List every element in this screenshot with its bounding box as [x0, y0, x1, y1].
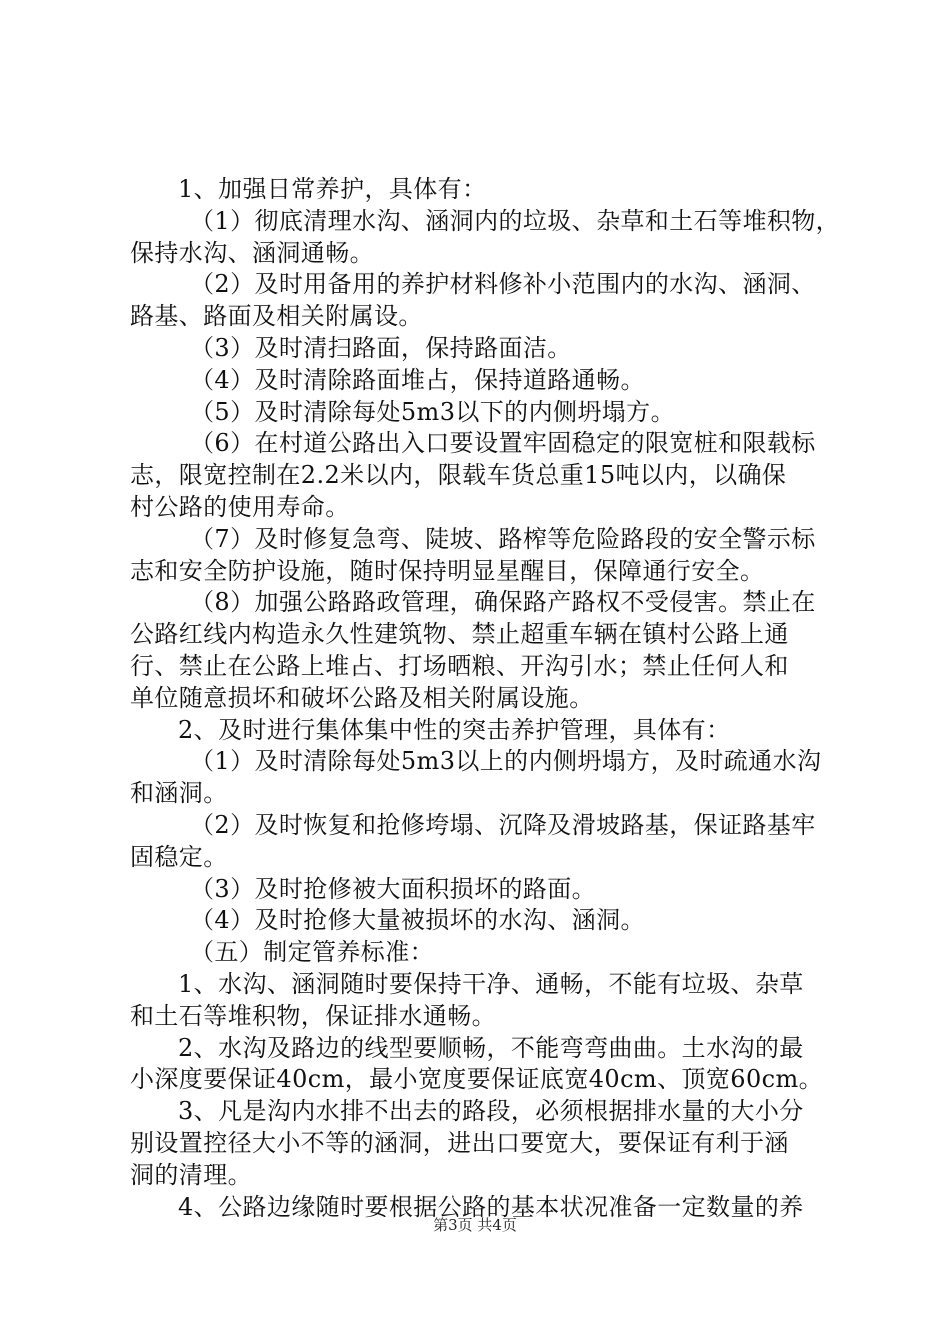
paragraph-line: 1、加强日常养护，具体有：	[178, 175, 487, 203]
paragraph-line: （3）及时清扫路面，保持路面洁。	[190, 333, 572, 362]
paragraph-line: 和土石等堆积物，保证排水通畅。	[130, 1001, 496, 1030]
paragraph-line: 小深度要保证40cm，最小宽度要保证底宽40cm、顶宽60cm。	[130, 1065, 824, 1094]
document-body	[130, 174, 841, 1223]
paragraph-line: （2）及时用备用的养护材料修补小范围内的水沟、涵洞、	[190, 270, 816, 299]
paragraph-line: 3、凡是沟内水排不出去的路段，必须根据排水量的大小分	[178, 1097, 804, 1126]
paragraph-line: 2、水沟及路边的线型要顺畅，不能弯弯曲曲。土水沟的最	[178, 1033, 804, 1062]
paragraph-line: 2、及时进行集体集中性的突击养护管理，具体有：	[178, 715, 731, 744]
paragraph-line: 洞的清理。	[130, 1160, 252, 1189]
paragraph-line: （7）及时修复急弯、陡坡、路榨等危险路段的安全警示标	[190, 524, 816, 553]
paragraph-line: 4、公路边缘随时要根据公路的基本状况准备一定数量的养	[178, 1192, 804, 1221]
paragraph-line: 志，限宽控制在2.2米以内，限载车货总重15吨以内，以确保	[130, 461, 787, 490]
paragraph-line: （4）及时抢修大量被损坏的水沟、涵洞。	[190, 906, 645, 935]
paragraph-line: （4）及时清除路面堆占，保持道路通畅。	[190, 365, 645, 394]
paragraph-line: 村公路的使用寿命。	[130, 492, 350, 521]
paragraph-line: （8）加强公路路政管理，确保路产路权不受侵害。禁止在	[190, 588, 816, 617]
paragraph-line: 固稳定。	[130, 842, 228, 871]
paragraph-line: （1）彻底清理水沟、涵洞内的垃圾、杂草和土石等堆积物，	[190, 206, 841, 235]
paragraph-line: 志和安全防护设施，随时保持明显星醒目，保障通行安全。	[130, 556, 765, 585]
paragraph-line: 1、水沟、涵洞随时要保持干净、通畅，不能有垃圾、杂草	[178, 969, 804, 998]
paragraph-line: （2）及时恢复和抢修垮塌、沉降及滑坡路基，保证路基牢	[190, 810, 816, 839]
page-number-footer: 第3页 共4页	[433, 1216, 517, 1234]
paragraph-line: 单位随意损坏和破坏公路及相关附属设施。	[130, 683, 594, 712]
paragraph-line: 别设置控径大小不等的涵洞，进出口要宽大，要保证有利于涵	[130, 1128, 789, 1157]
paragraph-line: （6）在村道公路出入口要设置牢固稳定的限宽桩和限载标	[190, 429, 816, 458]
section-heading: （五）制定管养标准：	[190, 938, 434, 967]
paragraph-line: 路基、路面及相关附属设。	[130, 302, 423, 331]
paragraph-line: （1）及时清除每处5m3以上的内侧坍塌方，及时疏通水沟	[190, 747, 822, 776]
paragraph-line: 保持水沟、涵洞通畅。	[130, 238, 374, 267]
paragraph-line: 行、禁止在公路上堆占、打场晒粮、开沟引水；禁止任何人和	[130, 651, 789, 680]
paragraph-line: 公路红线内构造永久性建筑物、禁止超重车辆在镇村公路上通	[130, 620, 789, 649]
paragraph-line: （5）及时清除每处5m3以下的内侧坍塌方。	[190, 397, 675, 426]
paragraph-line: 和涵洞。	[130, 779, 228, 808]
paragraph-line: （3）及时抢修被大面积损坏的路面。	[190, 874, 597, 903]
